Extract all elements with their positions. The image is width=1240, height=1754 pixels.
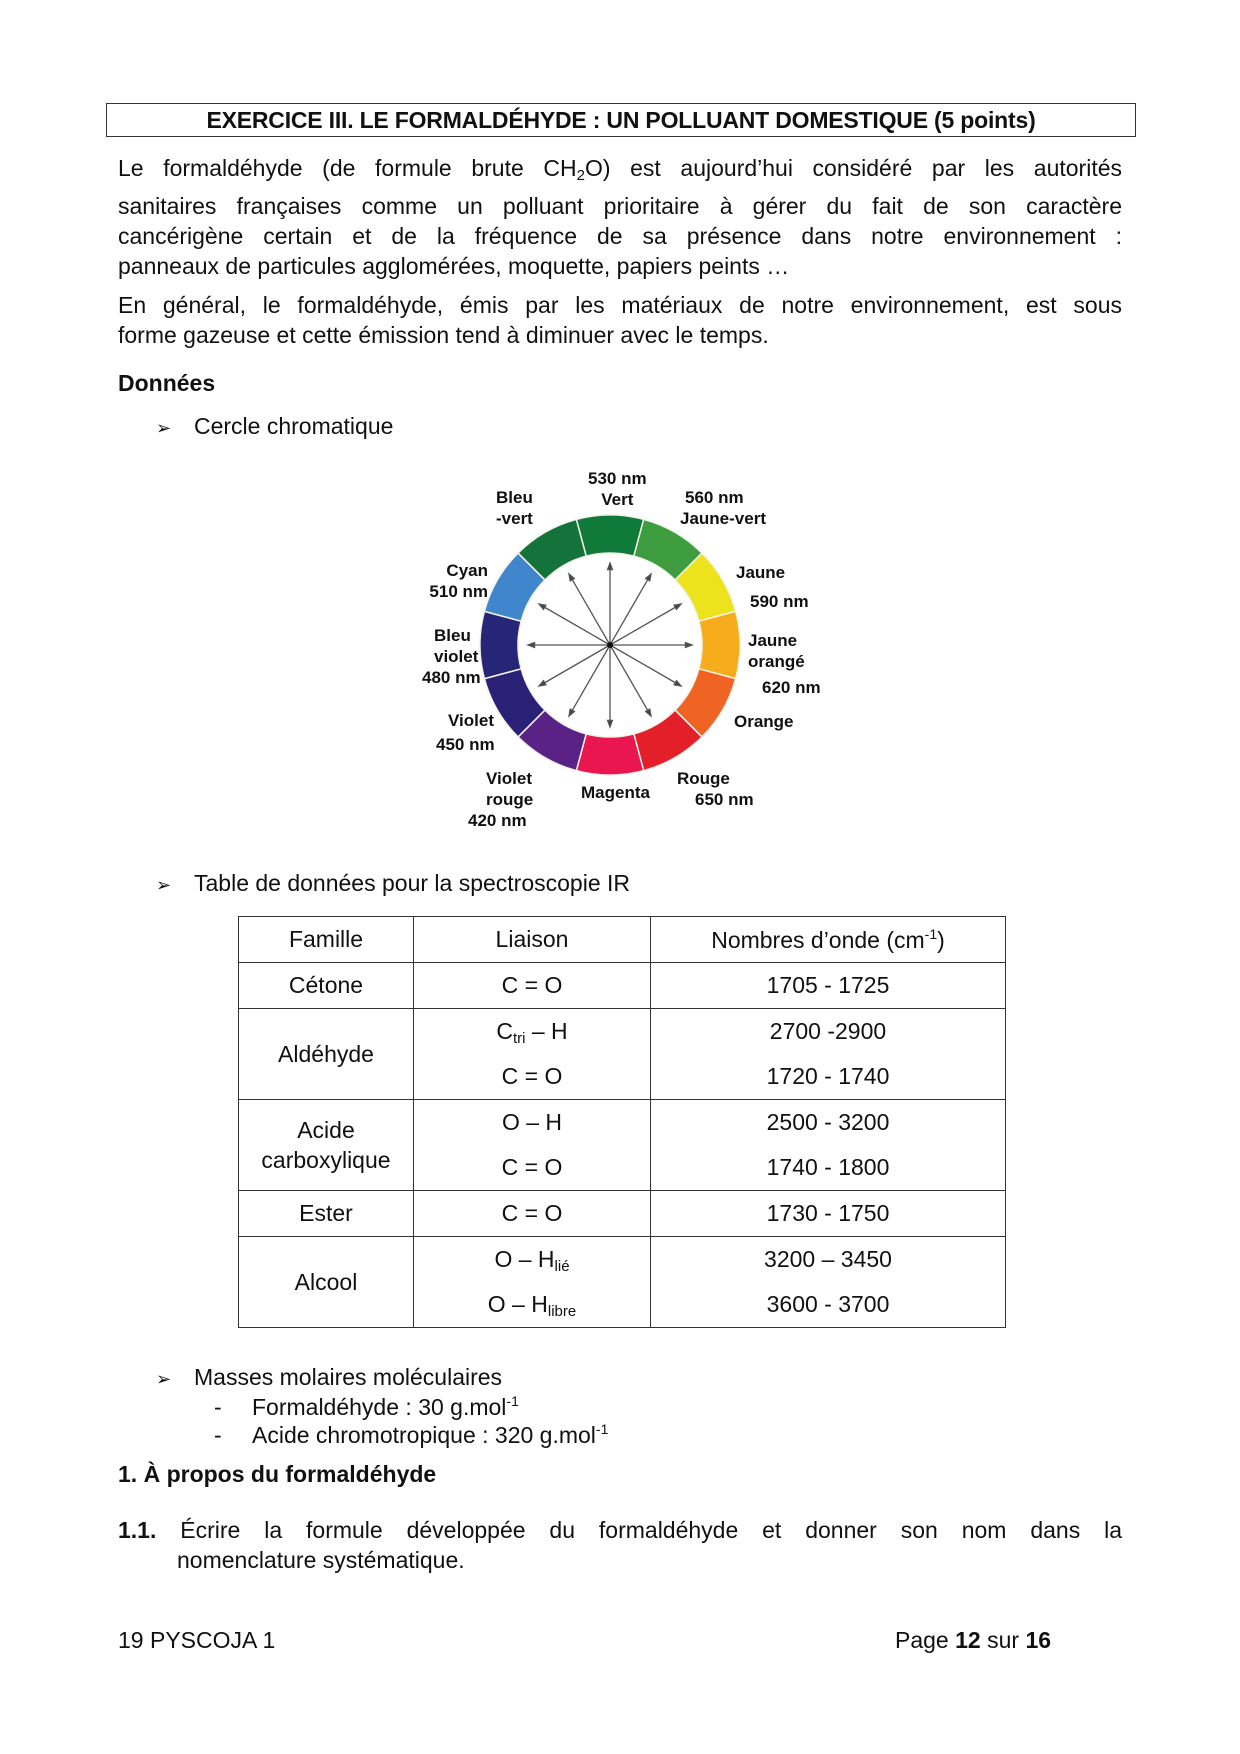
para2-line-2: forme gazeuse et cette émission tend à diminuer avec le temps. — [118, 322, 769, 348]
header-liaison: Liaison — [414, 917, 651, 963]
segment-vert — [576, 515, 643, 556]
para2-line-1: En général, le formaldéhyde, émis par les matériaux de notre environnement, est sous — [118, 292, 1122, 318]
label-vert: 530 nm Vert — [588, 469, 647, 509]
exercise-title: EXERCICE III. LE FORMALDÉHYDE : UN POLLUANT DOMESTIQUE (5 points) — [106, 103, 1136, 137]
intro-paragraph-2 — [118, 290, 1122, 350]
segment-magenta — [576, 734, 643, 775]
label-cyan: Cyan 510 nm — [429, 561, 488, 601]
label-jaune-vert: 560 nm Jaune-vert — [680, 488, 766, 528]
para1-line-4: panneaux de particules agglomérées, moquette, papiers peints … — [118, 253, 790, 279]
label-bleu-violet: Bleu violet 480 nm — [422, 626, 481, 687]
para1-line-2: sanitaires françaises comme un polluant prioritaire à gérer du fait de son caractère — [118, 193, 1122, 219]
label-orange: Orange — [734, 712, 794, 731]
intro-paragraph-1 — [118, 153, 1122, 281]
bullet-table-ir: ➢ Table de données pour la spectroscopie IR — [156, 870, 631, 896]
bullet-masses-molaires: ➢ Masses molaires moléculaires — [156, 1364, 503, 1390]
table-row: Acide carboxylique O – H C = O 2500 - 3200 1740 - 1800 — [239, 1100, 1006, 1191]
segment-bleu-violet — [480, 611, 521, 678]
question-1-1: 1.1. Écrire la formule développée du formaldéhyde et donner son nom dans la nomenclature systématique. — [118, 1517, 1122, 1573]
table-row: Aldéhyde $C_{tri}$ – H C = O 2700 -2900 1720 - 1740 — [239, 1009, 1006, 1100]
table-row: Cétone C = O 1705 - 1725 — [239, 963, 1006, 1009]
para1-line-3: cancérigène certain et de la fréquence de sa présence dans notre environnement : — [118, 223, 1122, 249]
segment-jaune-orangé — [699, 611, 740, 678]
table-row: Ester C = O 1730 - 1750 — [239, 1191, 1006, 1237]
header-nombres-onde: Nombres d’onde $(cm^{-1})$ — [651, 917, 1006, 963]
para1-line-1: Le formaldéhyde (de formule brute $CH_2O$) est aujourd’hui considéré par les autorités — [118, 155, 1122, 184]
arrow-bullet-icon: ➢ — [156, 1369, 172, 1389]
footer-page-number: Page 12 sur 16 — [895, 1627, 1052, 1653]
header-famille: Famille — [239, 917, 414, 963]
label-rouge: Rouge 650 nm — [677, 769, 754, 809]
label-violet-rouge: Violet rouge 420 nm — [468, 769, 534, 830]
masse-acide-chromotropique: - Acide chromotropique : 320 g.mol$^{-1}$ — [214, 1421, 609, 1448]
arrow-bullet-icon: ➢ — [156, 418, 172, 438]
table-row: Alcool O – $H_{lié}$ O – $H_{libre}$ 3200 – 3450 3600 - 3700 — [239, 1237, 1006, 1328]
label-magenta: Magenta — [581, 783, 650, 802]
section-1-heading: 1. À propos du formaldéhyde — [118, 1461, 437, 1487]
table-header-row — [239, 917, 1006, 963]
label-violet: Violet 450 nm — [436, 711, 495, 754]
color-wheel-figure — [400, 460, 840, 840]
bullet-cercle-chromatique: ➢ Cercle chromatique — [156, 413, 394, 439]
donnees-heading: Données — [118, 370, 216, 396]
label-jaune: Jaune 590 nm — [736, 563, 809, 611]
arrow-bullet-icon: ➢ — [156, 875, 172, 895]
label-jaune-orange: Jaune orangé 620 nm — [748, 631, 821, 697]
footer-exam-code: 19 PYSCOJA 1 — [118, 1627, 276, 1653]
masse-formaldehyde: - Formaldéhyde : 30 g.mol$^{-1}$ — [214, 1393, 519, 1420]
label-bleu-vert: Bleu -vert — [496, 488, 533, 528]
ir-spectroscopy-table — [238, 916, 1006, 1328]
